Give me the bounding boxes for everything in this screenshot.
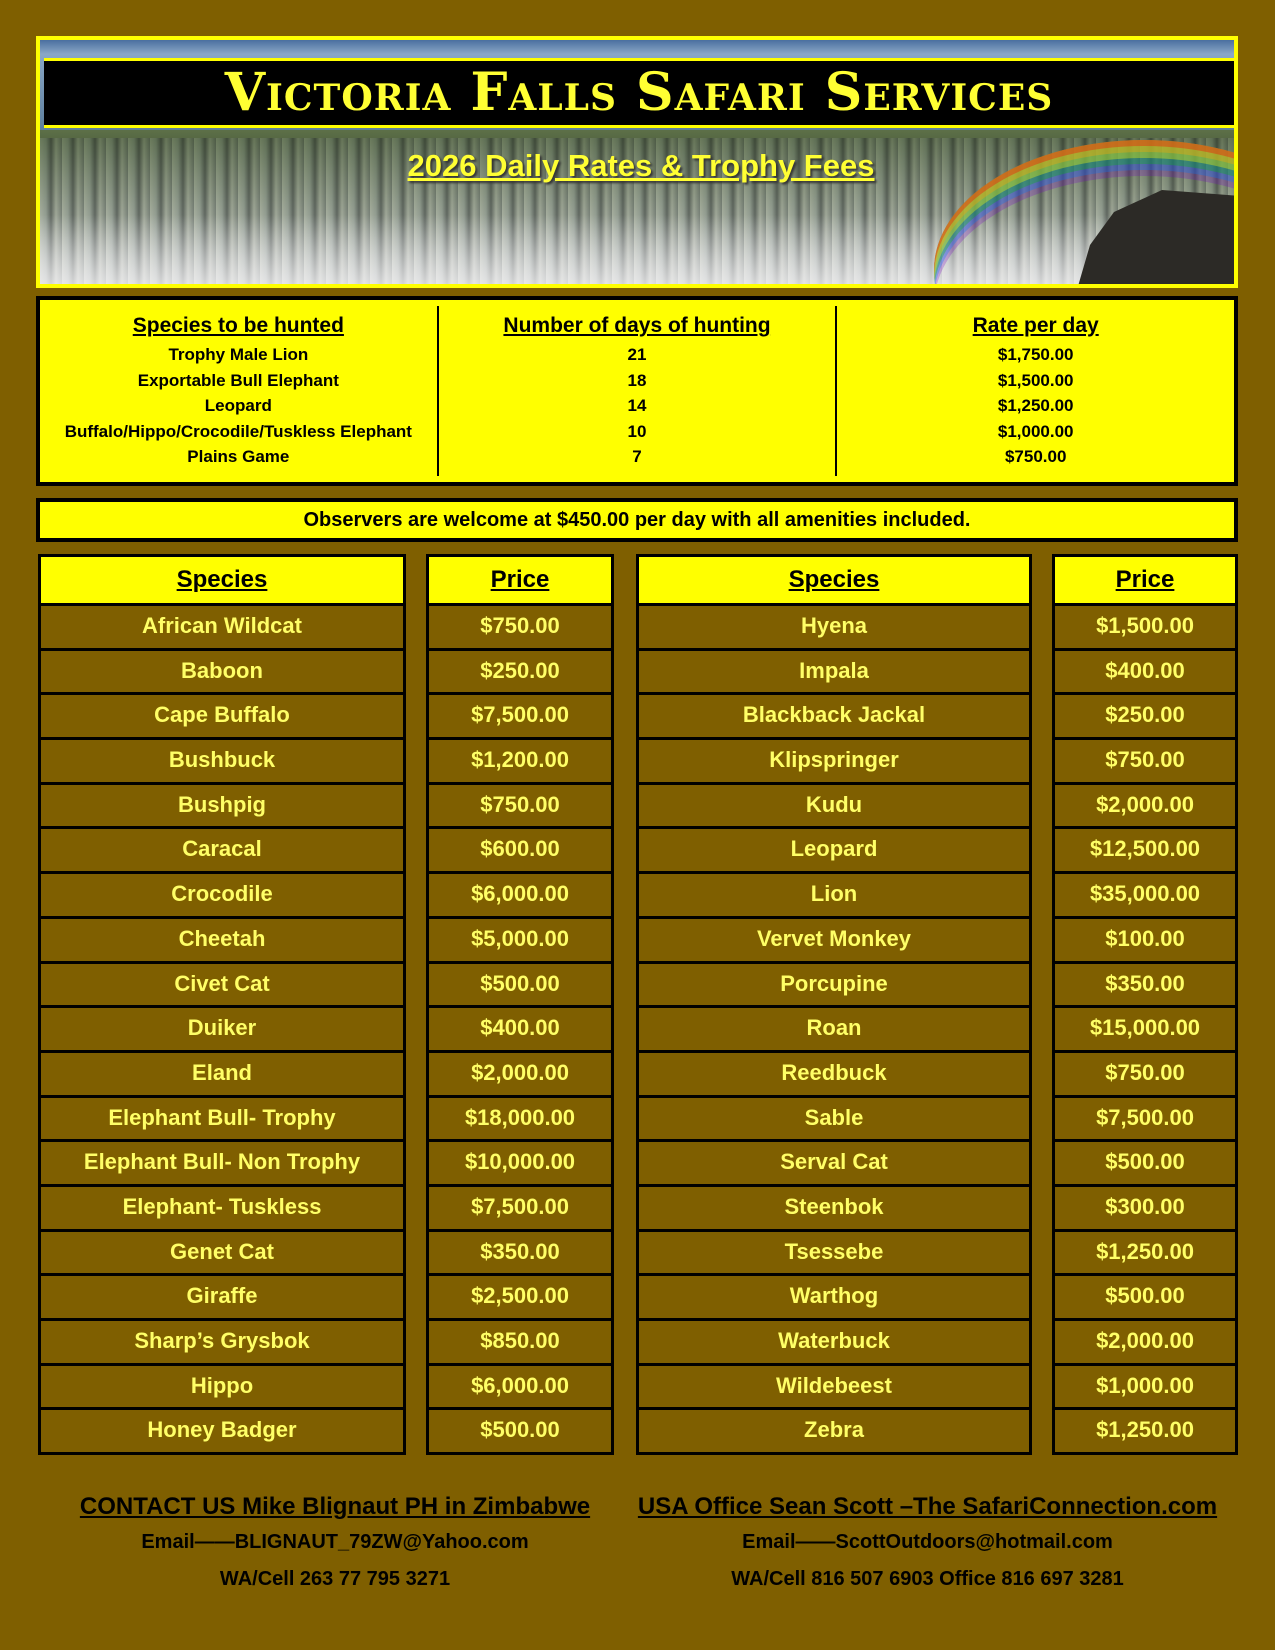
left-species-column bbox=[38, 554, 406, 1455]
species-cell: Cape Buffalo bbox=[38, 695, 406, 740]
price-cell: $7,500.00 bbox=[426, 1187, 614, 1232]
species-cell: Elephant Bull- Non Trophy bbox=[38, 1142, 406, 1187]
species-cell: Vervet Monkey bbox=[636, 919, 1032, 964]
species-cell: Klipspringer bbox=[636, 740, 1032, 785]
species-cell: Genet Cat bbox=[38, 1232, 406, 1277]
right-price-column bbox=[1052, 554, 1238, 1455]
contact-usa bbox=[625, 1490, 1230, 1598]
rates-species-cell: Buffalo/Hippo/Crocodile/Tuskless Elephant bbox=[64, 421, 412, 441]
price-cell: $350.00 bbox=[426, 1232, 614, 1277]
species-cell: Roan bbox=[636, 1008, 1032, 1053]
species-header: Species bbox=[38, 554, 406, 606]
rates-rate-header: Rate per day bbox=[972, 314, 1099, 337]
species-cell: Porcupine bbox=[636, 964, 1032, 1009]
price-cell: $350.00 bbox=[1052, 964, 1238, 1009]
rates-days-column bbox=[437, 306, 836, 476]
price-cell: $850.00 bbox=[426, 1321, 614, 1366]
price-cell: $500.00 bbox=[426, 964, 614, 1009]
price-cell: $18,000.00 bbox=[426, 1098, 614, 1143]
species-cell: Waterbuck bbox=[636, 1321, 1032, 1366]
rates-species-cell: Exportable Bull Elephant bbox=[137, 370, 339, 390]
price-cell: $12,500.00 bbox=[1052, 829, 1238, 874]
species-cell: Elephant Bull- Trophy bbox=[38, 1098, 406, 1143]
contact-heading: USA Office Sean Scott –The SafariConnection.com bbox=[637, 1493, 1218, 1520]
species-cell: Giraffe bbox=[38, 1276, 406, 1321]
species-cell: Duiker bbox=[38, 1008, 406, 1053]
species-cell: Serval Cat bbox=[636, 1142, 1032, 1187]
species-cell: Impala bbox=[636, 651, 1032, 696]
rates-species-column bbox=[40, 306, 437, 476]
price-cell: $1,200.00 bbox=[426, 740, 614, 785]
price-cell: $750.00 bbox=[1052, 1053, 1238, 1098]
right-species-column bbox=[636, 554, 1032, 1455]
rates-species-header: Species to be hunted bbox=[132, 314, 344, 337]
rates-rate-cell: $1,250.00 bbox=[997, 396, 1074, 415]
rates-rate-cell: $1,000.00 bbox=[997, 421, 1074, 441]
species-cell: African Wildcat bbox=[38, 606, 406, 651]
price-cell: $600.00 bbox=[426, 829, 614, 874]
price-cell: $5,000.00 bbox=[426, 919, 614, 964]
price-cell: $10,000.00 bbox=[426, 1142, 614, 1187]
species-cell: Warthog bbox=[636, 1276, 1032, 1321]
species-cell: Eland bbox=[38, 1053, 406, 1098]
rates-species-cell: Trophy Male Lion bbox=[168, 345, 309, 364]
species-cell: Bushpig bbox=[38, 785, 406, 830]
species-cell: Zebra bbox=[636, 1410, 1032, 1455]
rates-days-cell: 7 bbox=[632, 447, 642, 466]
contact-phone: WA/Cell 816 507 6903 Office 816 697 3281 bbox=[731, 1568, 1124, 1590]
species-cell: Kudu bbox=[636, 785, 1032, 830]
species-cell: Baboon bbox=[38, 651, 406, 696]
species-cell: Sharp’s Grysbok bbox=[38, 1321, 406, 1366]
left-price-column bbox=[426, 554, 614, 1455]
species-cell: Hyena bbox=[636, 606, 1032, 651]
species-cell: Elephant- Tuskless bbox=[38, 1187, 406, 1232]
species-cell: Hippo bbox=[38, 1366, 406, 1411]
price-cell: $2,000.00 bbox=[426, 1053, 614, 1098]
price-cell: $15,000.00 bbox=[1052, 1008, 1238, 1053]
daily-rates-table bbox=[36, 296, 1238, 486]
species-cell: Wildebeest bbox=[636, 1366, 1032, 1411]
price-cell: $7,500.00 bbox=[426, 695, 614, 740]
contact-phone: WA/Cell 263 77 795 3271 bbox=[219, 1568, 451, 1590]
species-cell: Blackback Jackal bbox=[636, 695, 1032, 740]
price-header: Price bbox=[1052, 554, 1238, 606]
contact-email[interactable]: Email——BLIGNAUT_79ZW@Yahoo.com bbox=[141, 1531, 529, 1553]
price-cell: $1,250.00 bbox=[1052, 1232, 1238, 1277]
rates-rate-cell: $1,750.00 bbox=[997, 345, 1074, 364]
header-banner bbox=[36, 36, 1238, 288]
rates-days-cell: 21 bbox=[627, 345, 647, 364]
price-cell: $400.00 bbox=[1052, 651, 1238, 696]
species-cell: Bushbuck bbox=[38, 740, 406, 785]
price-cell: $500.00 bbox=[1052, 1276, 1238, 1321]
rates-species-cell: Leopard bbox=[204, 396, 272, 415]
rates-rate-column bbox=[835, 306, 1234, 476]
price-cell: $6,000.00 bbox=[426, 874, 614, 919]
species-cell: Lion bbox=[636, 874, 1032, 919]
contact-email[interactable]: Email——ScottOutdoors@hotmail.com bbox=[742, 1531, 1113, 1553]
species-cell: Civet Cat bbox=[38, 964, 406, 1009]
price-cell: $2,000.00 bbox=[1052, 785, 1238, 830]
species-cell: Caracal bbox=[38, 829, 406, 874]
price-cell: $2,500.00 bbox=[426, 1276, 614, 1321]
rates-species-cell: Plains Game bbox=[187, 447, 290, 466]
price-cell: $250.00 bbox=[1052, 695, 1238, 740]
contact-heading: CONTACT US Mike Blignaut PH in Zimbabwe bbox=[79, 1493, 591, 1520]
price-cell: $2,000.00 bbox=[1052, 1321, 1238, 1366]
price-cell: $1,500.00 bbox=[1052, 606, 1238, 651]
species-cell: Cheetah bbox=[38, 919, 406, 964]
page-title: Victoria Falls Safari Services bbox=[224, 62, 1054, 123]
price-cell: $6,000.00 bbox=[426, 1366, 614, 1411]
price-cell: $400.00 bbox=[426, 1008, 614, 1053]
price-cell: $1,000.00 bbox=[1052, 1366, 1238, 1411]
species-cell: Honey Badger bbox=[38, 1410, 406, 1455]
species-header: Species bbox=[636, 554, 1032, 606]
price-cell: $100.00 bbox=[1052, 919, 1238, 964]
observers-note: Observers are welcome at $450.00 per day with all amenities included. bbox=[36, 498, 1238, 542]
price-header: Price bbox=[426, 554, 614, 606]
price-cell: $7,500.00 bbox=[1052, 1098, 1238, 1143]
price-cell: $1,250.00 bbox=[1052, 1410, 1238, 1455]
species-cell: Leopard bbox=[636, 829, 1032, 874]
rates-days-cell: 10 bbox=[627, 421, 647, 441]
price-cell: $750.00 bbox=[1052, 740, 1238, 785]
rates-rate-cell: $750.00 bbox=[1004, 447, 1067, 466]
species-cell: Reedbuck bbox=[636, 1053, 1032, 1098]
rates-days-cell: 18 bbox=[627, 370, 647, 390]
species-cell: Steenbok bbox=[636, 1187, 1032, 1232]
price-cell: $500.00 bbox=[1052, 1142, 1238, 1187]
title-bar bbox=[44, 58, 1234, 128]
price-cell: $750.00 bbox=[426, 606, 614, 651]
species-cell: Crocodile bbox=[38, 874, 406, 919]
species-cell: Sable bbox=[636, 1098, 1032, 1143]
rates-days-cell: 14 bbox=[627, 396, 647, 415]
rates-rate-cell: $1,500.00 bbox=[997, 370, 1074, 390]
contact-zimbabwe bbox=[55, 1490, 615, 1598]
price-cell: $35,000.00 bbox=[1052, 874, 1238, 919]
price-cell: $500.00 bbox=[426, 1410, 614, 1455]
price-cell: $750.00 bbox=[426, 785, 614, 830]
species-cell: Tsessebe bbox=[636, 1232, 1032, 1277]
price-cell: $300.00 bbox=[1052, 1187, 1238, 1232]
rates-days-header: Number of days of hunting bbox=[503, 314, 771, 337]
page-subtitle: 2026 Daily Rates & Trophy Fees bbox=[407, 148, 875, 183]
price-cell: $250.00 bbox=[426, 651, 614, 696]
